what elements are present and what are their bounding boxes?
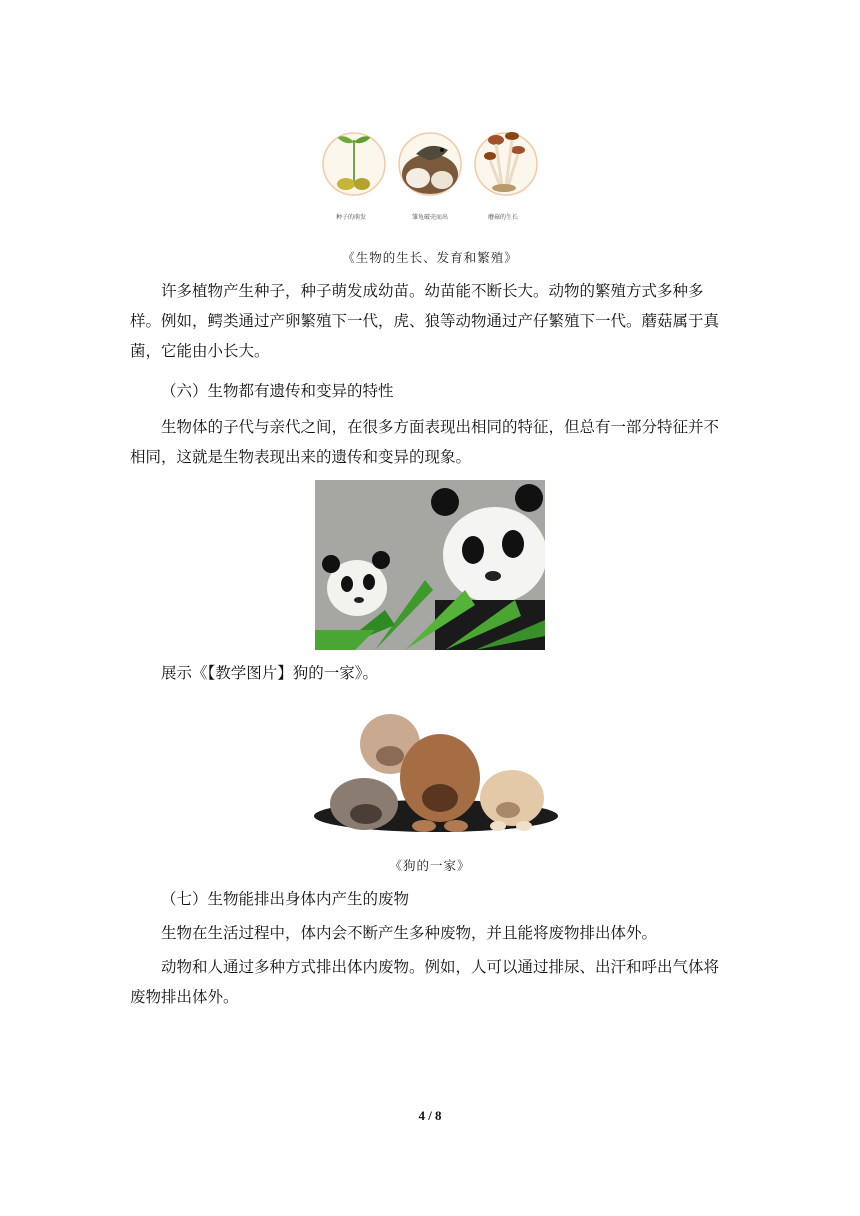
growth-figure bbox=[318, 124, 542, 224]
paragraph-heredity: 生物体的子代与亲代之间，在很多方面表现出相同的特征，但总有一部分特征并不相同，这就是生物表现出来的遗传和变异的现象。 bbox=[130, 418, 720, 466]
paragraph-waste-excretion: 动物和人通过多种方式排出体内废物。例如，人可以通过排尿、出汗和呼出气体将废物排出体外。 bbox=[130, 958, 720, 1006]
figure-caption-dog-family: 《狗的一家》 bbox=[389, 858, 471, 873]
dog-family-image bbox=[312, 704, 560, 840]
section-heading-waste: （七）生物能排出身体内产生的废物 bbox=[161, 890, 410, 908]
figure-caption-growth: 《生物的生长、发育和繁殖》 bbox=[342, 250, 518, 265]
panda-photo bbox=[315, 480, 545, 650]
hatchling-label: 雏龟破壳而出 bbox=[412, 214, 449, 221]
page-number: 4 / 8 bbox=[418, 1108, 442, 1123]
section-heading-heredity: （六）生物都有遗传和变异的特性 bbox=[161, 382, 394, 400]
seed-label: 种子的萌发 bbox=[336, 214, 367, 221]
panda-image bbox=[315, 480, 545, 650]
paragraph-show-dog-picture: 展示《【教学图片】狗的一家》。 bbox=[161, 664, 379, 682]
mushroom-label: 蘑菇的生长 bbox=[488, 214, 519, 221]
paragraph-reproduction: 许多植物产生种子，种子萌发成幼苗。幼苗能不断长大。动物的繁殖方式多种多样。例如，鳄类通过产卵繁殖下一代，虎、狼等动物通过产仔繁殖下一代。蘑菇属于真菌，它能由小长大。 bbox=[130, 282, 720, 360]
paragraph-waste-production: 生物在生活过程中，体内会不断产生多种废物，并且能将废物排出体外。 bbox=[161, 924, 658, 942]
growth-illustration bbox=[318, 124, 542, 204]
dog-family-photo bbox=[312, 704, 560, 840]
